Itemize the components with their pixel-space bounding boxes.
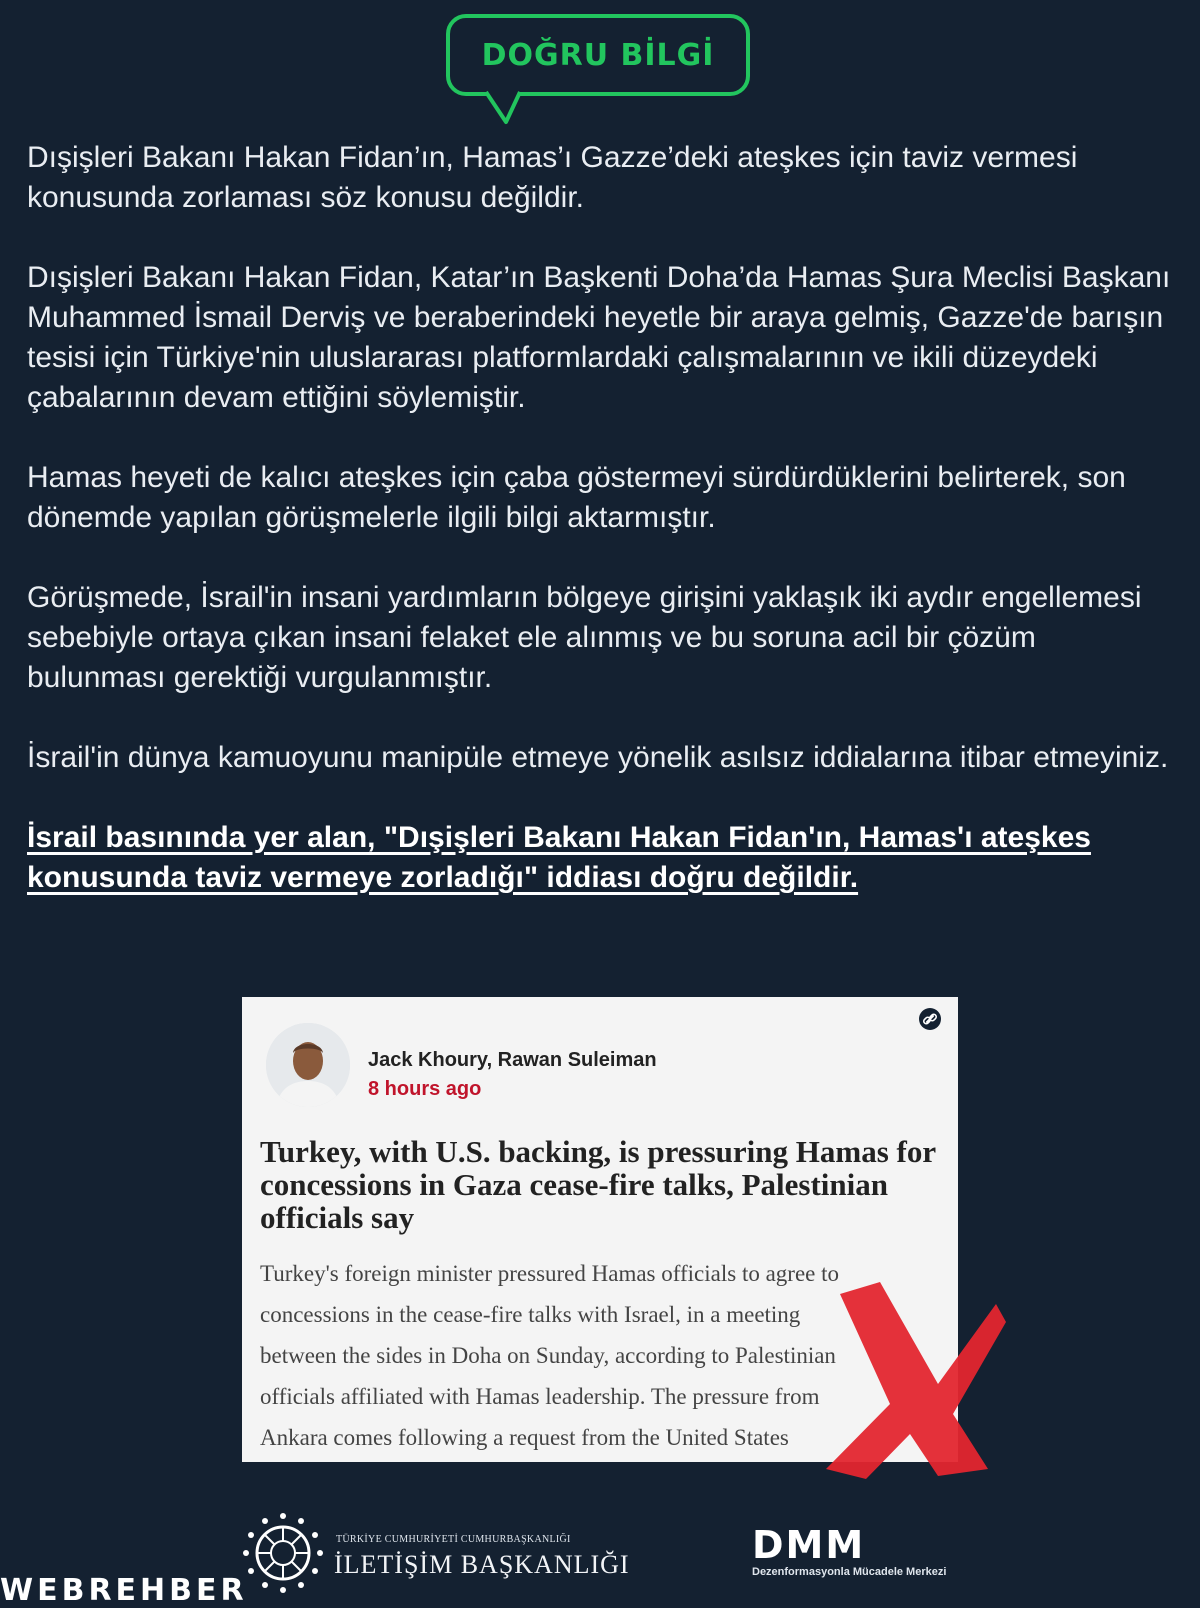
badge-tail-icon [480,90,540,126]
iletisim-emblem-icon [240,1510,326,1596]
article-body-line: concessions in the cease-fire talks with Israel, in a meeting [260,1302,801,1327]
conclusion-statement: İsrail basınında yer alan, "Dışişleri Bakanı Hakan Fidan'ın, Hamas'ı ateşkes konusunda taviz vermeye zorladığı" iddiası doğru değildir. [27,821,1091,894]
article-body-line: between the sides in Doha on Sunday, according to Palestinian [260,1343,836,1368]
dogru-bilgi-badge [446,14,750,96]
article-authors: Jack Khoury, Rawan Suleiman [368,1049,657,1071]
paragraph-1: Dışişleri Bakanı Hakan Fidan’ın, Hamas’ı Gazze’deki ateşkes için taviz vermesi konusunda zorlaması söz konusu değildir. [27,141,1078,214]
paragraph-2: Dışişleri Bakanı Hakan Fidan, Katar’ın Başkenti Doha’da Hamas Şura Meclisi Başkanı Muhammed İsmail Derviş ve beraberindeki heyetle bir araya gelmiş, Gazze'de barışın tesisi için Türkiye'nin uluslararası platformlardaki çalışmalarının ve ikili düzeydeki çabalarının devam ettiğini söylemiştir. [27,261,1171,414]
article-time: 8 hours ago [368,1078,482,1100]
avatar-portrait-icon [266,1023,350,1107]
article-body-line: Turkey's foreign minister pressured Hamas officials to agree to [260,1261,840,1286]
iletisim-title: İLETİŞİM BAŞKANLIĞI [334,1550,630,1579]
paragraph-5: İsrail'in dünya kamuoyunu manipüle etmeye yönelik asılsız iddialarına itibar etmeyiniz. [27,741,1169,774]
link-icon[interactable] [918,1007,942,1031]
article-body-line: Ankara comes following a request from the United States [260,1425,789,1450]
webrehber-watermark: WEBREHBER [0,1573,248,1608]
author-avatar [266,1023,350,1107]
badge-label: DOĞRU BİLGİ [481,37,715,73]
paragraph-4: Görüşmede, İsrail'in insani yardımların bölgeye girişini yaklaşık iki aydır engellemesi sebebiyle ortaya çıkan insani felaket ele alınmış ve bu soruna acil bir çözüm bulunması gerektiği vurgulanmıştır. [27,581,1142,694]
paragraph-3: Hamas heyeti de kalıcı ateşkes için çaba göstermeyi sürdürdüklerini belirterek, son dönemde yapılan görüşmelerle ilgili bilgi aktarmıştır. [27,461,1126,534]
dmm-logo: DMM [752,1523,866,1567]
dmm-subtitle: Dezenformasyonla Mücadele Merkezi [752,1566,947,1578]
x-mark-icon [818,1264,1008,1484]
main-content [27,138,1177,938]
article-headline: Turkey, with U.S. backing, is pressuring Hamas for concessions in Gaza cease-fire talks, Palestinian officials say [260,1134,936,1235]
article-body-line: officials affiliated with Hamas leadership. The pressure from [260,1384,820,1409]
iletisim-subtitle: TÜRKİYE CUMHURİYETİ CUMHURBAŞKANLIĞI [336,1534,571,1545]
